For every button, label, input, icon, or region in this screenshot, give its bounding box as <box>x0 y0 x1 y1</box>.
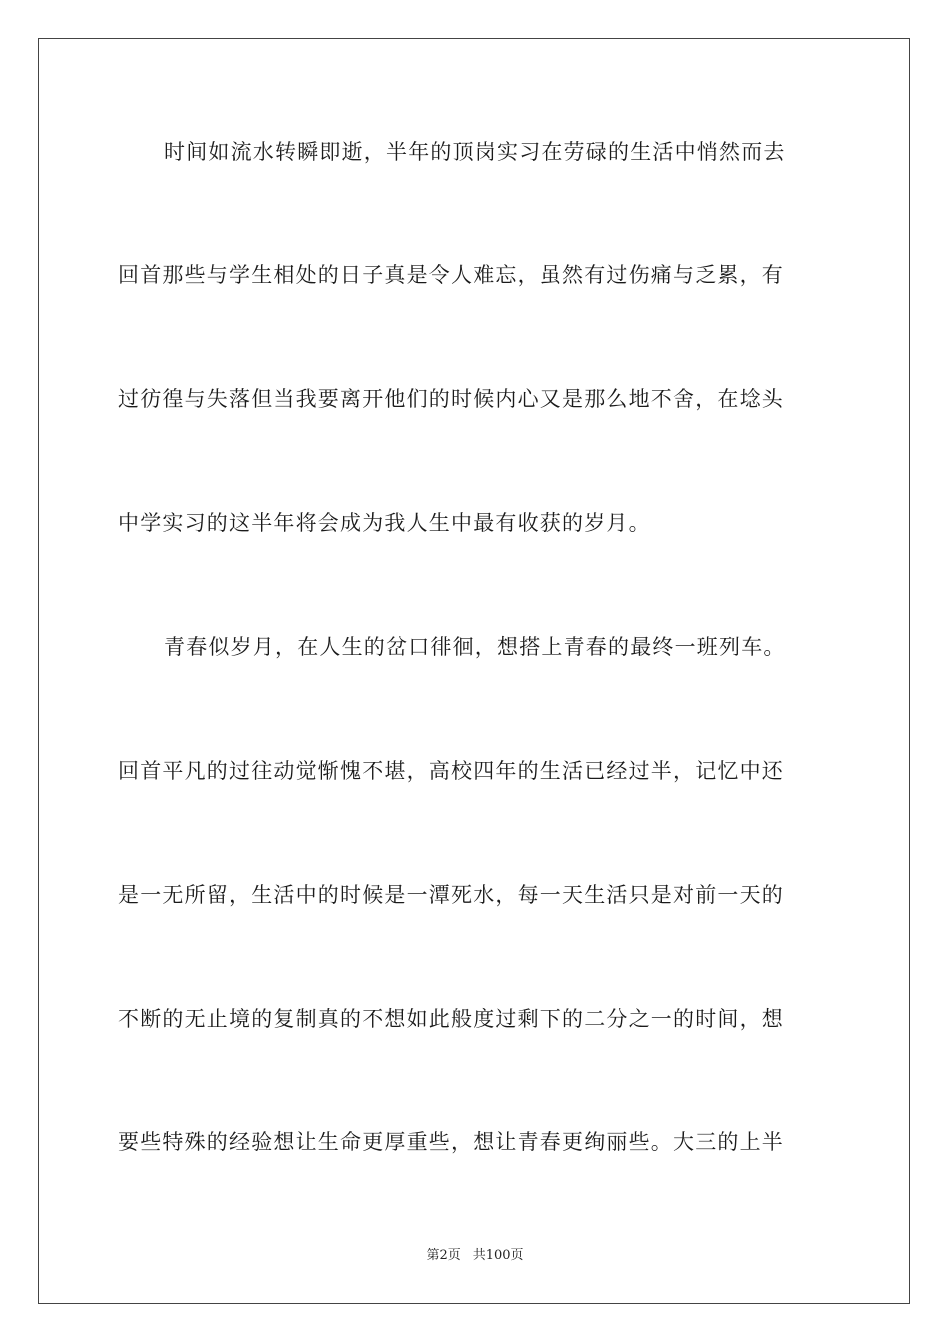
paragraph-1-line-4: 中学实习的这半年将会成为我人生中最有收获的岁月。 <box>118 511 651 535</box>
paragraph-2-line-2: 回首平凡的过往动觉惭愧不堪，高校四年的生活已经过半，记忆中还 <box>118 759 784 783</box>
paragraph-1-line-1: 时间如流水转瞬即逝，半年的顶岗实习在劳碌的生活中悄然而去 <box>164 140 786 164</box>
paragraph-2-line-5: 要些特殊的经验想让生命更厚重些，想让青春更绚丽些。大三的上半 <box>118 1130 784 1154</box>
paragraph-2-line-1: 青春似岁月，在人生的岔口徘徊，想搭上青春的最终一班列车。 <box>164 635 786 659</box>
page-number: 第2页 <box>426 1248 461 1263</box>
total-pages: 共100页 <box>472 1248 524 1263</box>
paragraph-2-line-3: 是一无所留，生活中的时候是一潭死水，每一天生活只是对前一天的 <box>118 883 784 907</box>
page-border <box>38 38 910 1304</box>
paragraph-1-line-3: 过彷徨与失落但当我要离开他们的时候内心又是那么地不舍，在埝头 <box>118 387 784 411</box>
paragraph-1-line-2: 回首那些与学生相处的日子真是令人难忘，虽然有过伤痛与乏累，有 <box>118 263 784 287</box>
paragraph-2-line-4: 不断的无止境的复制真的不想如此般度过剩下的二分之一的时间，想 <box>118 1007 784 1031</box>
page-footer <box>0 1247 950 1265</box>
